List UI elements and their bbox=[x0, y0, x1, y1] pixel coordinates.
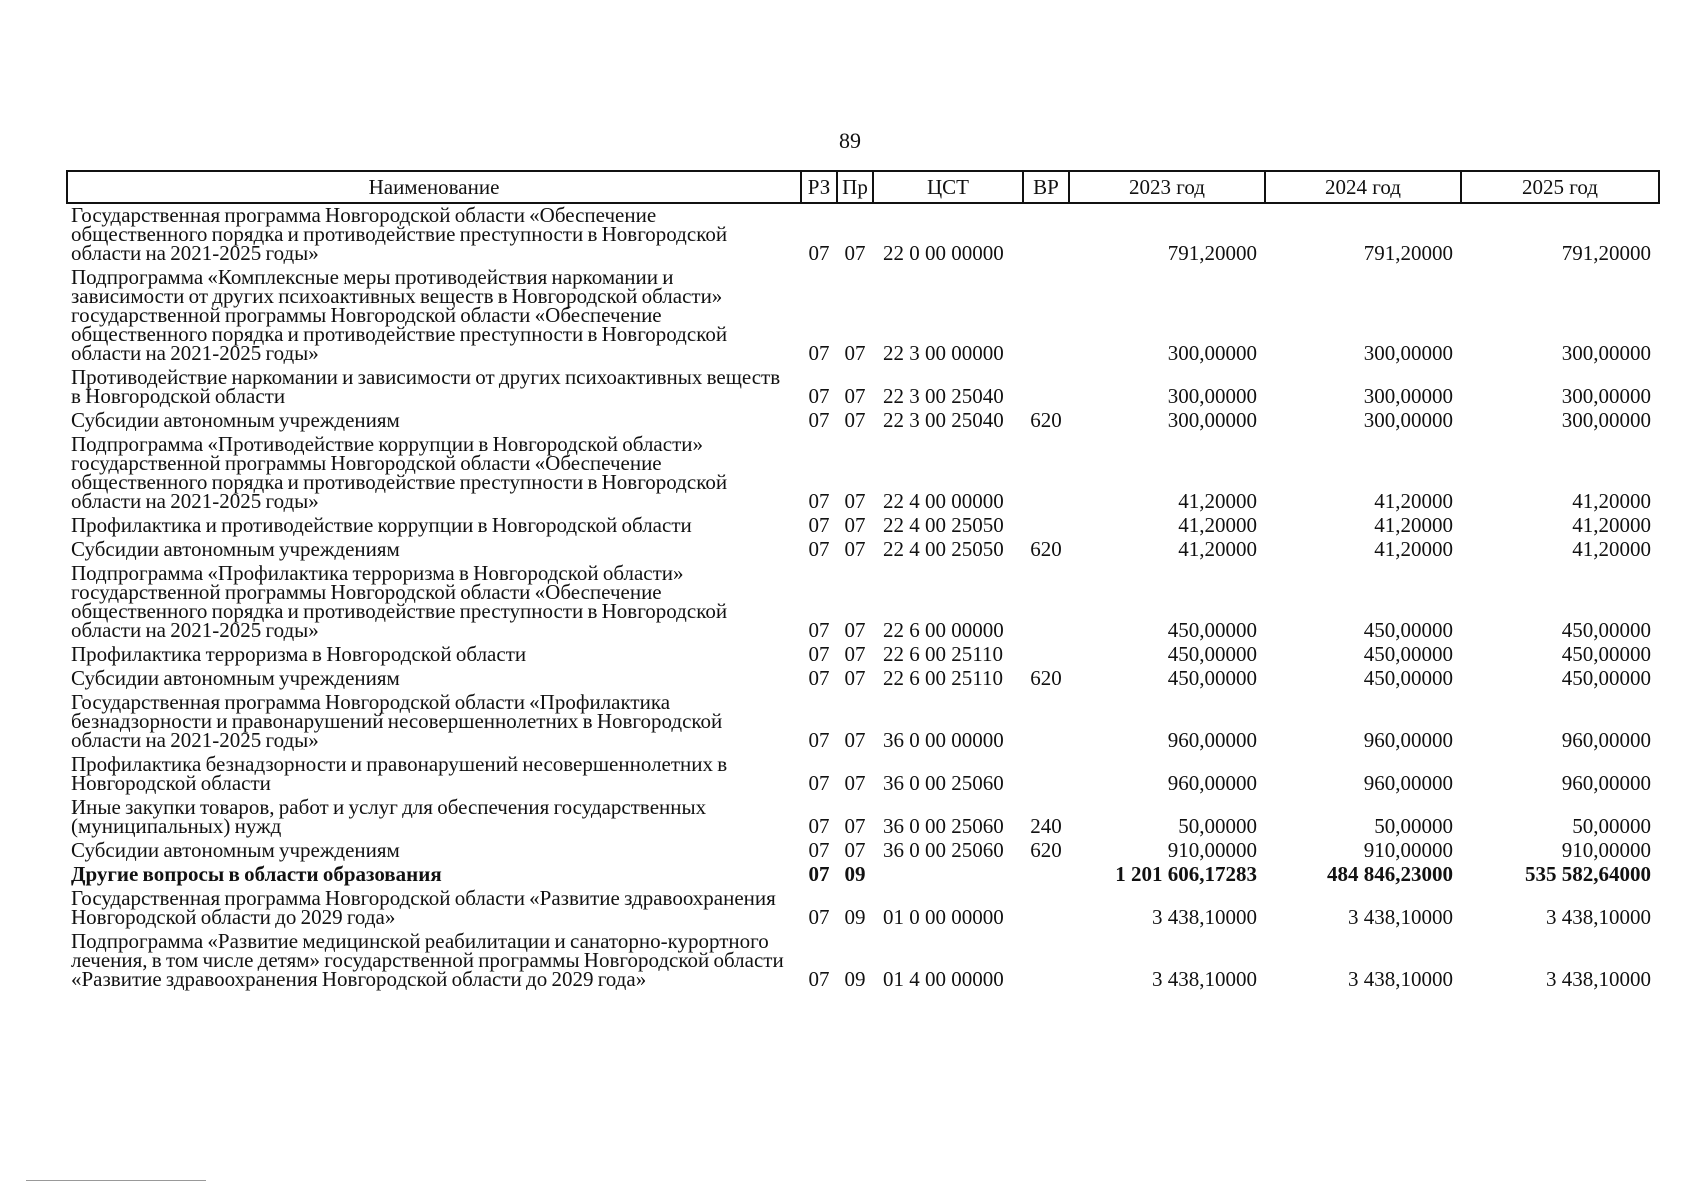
cell-pr: 07 bbox=[844, 728, 866, 752]
cell-2025: 3 438,10000 bbox=[1546, 905, 1651, 929]
table-row bbox=[67, 514, 1659, 538]
cell-2025: 3 438,10000 bbox=[1546, 967, 1651, 991]
cell-2023: 3 438,10000 bbox=[1152, 967, 1257, 991]
cell-vr: 620 bbox=[1030, 537, 1062, 561]
cell-2024: 960,00000 bbox=[1363, 728, 1453, 752]
table-row bbox=[67, 366, 1659, 409]
cell-2023: 910,00000 bbox=[1167, 838, 1257, 862]
cell-2025: 450,00000 bbox=[1561, 618, 1651, 642]
cell-name: Профилактика терроризма в Новгородской области bbox=[71, 642, 527, 666]
cell-2025: 300,00000 bbox=[1561, 341, 1651, 365]
cell-pr: 09 bbox=[844, 862, 866, 886]
header-pr: Пр bbox=[837, 171, 873, 203]
cell-2023: 300,00000 bbox=[1167, 341, 1257, 365]
cell-name: Государственная программа Новгородской области «Обеспечение общественного порядка и противодействие преступности в Новгородской области на 2021-2025 годы» bbox=[71, 203, 728, 265]
cell-name: Подпрограмма «Развитие медицинской реабилитации и санаторно-курортного лечения, в том числе детям» государственной программы Новгородской области «Развитие здравоохранения Новгородской области до 2029 года» bbox=[71, 929, 784, 991]
cell-rz: 07 bbox=[808, 408, 830, 432]
cell-2023: 960,00000 bbox=[1167, 728, 1257, 752]
cell-cst: 36 0 00 00000 bbox=[883, 728, 1004, 752]
cell-2023: 50,00000 bbox=[1178, 814, 1257, 838]
table-row bbox=[67, 796, 1659, 839]
header-rz: РЗ bbox=[801, 171, 837, 203]
header-2024: 2024 год bbox=[1265, 171, 1461, 203]
cell-vr bbox=[1023, 930, 1069, 992]
table-row bbox=[67, 643, 1659, 667]
cell-vr: 620 bbox=[1030, 838, 1062, 862]
table-body bbox=[67, 203, 1659, 992]
cell-2025: 41,20000 bbox=[1572, 489, 1651, 513]
cell-2025: 910,00000 bbox=[1561, 838, 1651, 862]
cell-pr: 09 bbox=[844, 905, 866, 929]
cell-cst: 22 3 00 00000 bbox=[883, 341, 1004, 365]
cell-vr bbox=[1023, 643, 1069, 667]
cell-name: Субсидии автономным учреждениям bbox=[71, 838, 400, 862]
cell-name: Субсидии автономным учреждениям bbox=[71, 537, 400, 561]
cell-rz: 07 bbox=[808, 814, 830, 838]
cell-vr bbox=[1023, 691, 1069, 753]
cell-pr: 07 bbox=[844, 513, 866, 537]
table-header-row bbox=[67, 171, 1659, 203]
cell-name: Профилактика безнадзорности и правонарушений несовершеннолетних в Новгородской области bbox=[71, 752, 728, 795]
cell-name: Другие вопросы в области образования bbox=[71, 862, 442, 886]
cell-2024: 300,00000 bbox=[1363, 384, 1453, 408]
cell-pr: 07 bbox=[844, 666, 866, 690]
cell-rz: 07 bbox=[808, 618, 830, 642]
header-2023: 2023 год bbox=[1069, 171, 1265, 203]
cell-cst: 22 6 00 25110 bbox=[883, 666, 1003, 690]
cell-vr bbox=[1023, 203, 1069, 266]
cell-2024: 791,20000 bbox=[1363, 241, 1453, 265]
cell-2023: 450,00000 bbox=[1167, 618, 1257, 642]
cell-name: Профилактика и противодействие коррупции в Новгородской области bbox=[71, 513, 692, 537]
cell-2023: 450,00000 bbox=[1167, 642, 1257, 666]
cell-2024: 41,20000 bbox=[1374, 513, 1453, 537]
cell-cst: 01 4 00 00000 bbox=[883, 967, 1004, 991]
cell-2024: 484 846,23000 bbox=[1327, 862, 1453, 886]
cell-cst: 22 0 00 00000 bbox=[883, 241, 1004, 265]
cell-rz: 07 bbox=[808, 838, 830, 862]
table-row bbox=[67, 433, 1659, 514]
cell-pr: 07 bbox=[844, 537, 866, 561]
header-cst: ЦСТ bbox=[873, 171, 1023, 203]
cell-pr: 07 bbox=[844, 341, 866, 365]
cell-2023: 960,00000 bbox=[1167, 771, 1257, 795]
cell-2023: 41,20000 bbox=[1178, 489, 1257, 513]
cell-pr: 07 bbox=[844, 489, 866, 513]
cell-pr: 07 bbox=[844, 241, 866, 265]
header-2025: 2025 год bbox=[1461, 171, 1659, 203]
footer-divider bbox=[26, 1180, 206, 1181]
cell-vr bbox=[1023, 366, 1069, 409]
cell-2025: 450,00000 bbox=[1561, 666, 1651, 690]
table-row bbox=[67, 887, 1659, 930]
cell-vr bbox=[1023, 266, 1069, 366]
cell-2023: 791,20000 bbox=[1167, 241, 1257, 265]
cell-name: Иные закупки товаров, работ и услуг для обеспечения государственных (муниципальных) нужд bbox=[71, 795, 707, 838]
cell-vr bbox=[1023, 433, 1069, 514]
table-row bbox=[67, 930, 1659, 992]
header-name: Наименование bbox=[67, 171, 801, 203]
cell-vr: 620 bbox=[1030, 408, 1062, 432]
cell-2024: 41,20000 bbox=[1374, 537, 1453, 561]
cell-2024: 3 438,10000 bbox=[1348, 967, 1453, 991]
table-row bbox=[67, 538, 1659, 562]
cell-2023: 1 201 606,17283 bbox=[1115, 862, 1257, 886]
cell-vr bbox=[1023, 863, 1069, 887]
cell-name: Субсидии автономным учреждениям bbox=[71, 666, 400, 690]
cell-name: Подпрограмма «Комплексные меры противодействия наркомании и зависимости от других психоактивных веществ в Новгородской области» государственной программы Новгородской области «Обеспечение общественного порядка и противодействие преступности в Новгородской области на 2021-2025 годы» bbox=[71, 265, 728, 365]
table-row bbox=[67, 203, 1659, 266]
cell-cst: 22 6 00 00000 bbox=[883, 618, 1004, 642]
cell-2023: 450,00000 bbox=[1167, 666, 1257, 690]
table-row bbox=[67, 839, 1659, 863]
cell-2024: 300,00000 bbox=[1363, 341, 1453, 365]
cell-2025: 50,00000 bbox=[1572, 814, 1651, 838]
cell-cst: 22 4 00 25050 bbox=[883, 513, 1004, 537]
cell-2024: 41,20000 bbox=[1374, 489, 1453, 513]
budget-table bbox=[66, 170, 1660, 992]
cell-rz: 07 bbox=[808, 905, 830, 929]
cell-2024: 960,00000 bbox=[1363, 771, 1453, 795]
table-row bbox=[67, 753, 1659, 796]
cell-rz: 07 bbox=[808, 384, 830, 408]
cell-cst: 36 0 00 25060 bbox=[883, 814, 1004, 838]
cell-rz: 07 bbox=[808, 728, 830, 752]
cell-rz: 07 bbox=[808, 862, 830, 886]
cell-rz: 07 bbox=[808, 241, 830, 265]
cell-name: Субсидии автономным учреждениям bbox=[71, 408, 400, 432]
cell-name: Подпрограмма «Противодействие коррупции в Новгородской области» государственной программы Новгородской области «Обеспечение общественного порядка и противодействие преступности в Новгородской области на 2021-2025 годы» bbox=[71, 432, 728, 513]
cell-pr: 07 bbox=[844, 642, 866, 666]
cell-name: Подпрограмма «Профилактика терроризма в Новгородской области» государственной программы Новгородской области «Обеспечение общественного порядка и противодействие преступности в Новгородской области на 2021-2025 годы» bbox=[71, 561, 728, 642]
cell-2024: 450,00000 bbox=[1363, 666, 1453, 690]
cell-2024: 300,00000 bbox=[1363, 408, 1453, 432]
cell-cst: 36 0 00 25060 bbox=[883, 771, 1004, 795]
cell-2024: 50,00000 bbox=[1374, 814, 1453, 838]
cell-cst: 01 0 00 00000 bbox=[883, 905, 1004, 929]
cell-2025: 300,00000 bbox=[1561, 408, 1651, 432]
cell-2023: 41,20000 bbox=[1178, 513, 1257, 537]
table-row bbox=[67, 863, 1659, 887]
cell-vr bbox=[1023, 514, 1069, 538]
table-row bbox=[67, 691, 1659, 753]
cell-2023: 300,00000 bbox=[1167, 384, 1257, 408]
cell-2024: 910,00000 bbox=[1363, 838, 1453, 862]
cell-vr bbox=[1023, 753, 1069, 796]
cell-2025: 960,00000 bbox=[1561, 728, 1651, 752]
cell-2025: 300,00000 bbox=[1561, 384, 1651, 408]
cell-rz: 07 bbox=[808, 341, 830, 365]
cell-2024: 3 438,10000 bbox=[1348, 905, 1453, 929]
cell-2023: 300,00000 bbox=[1167, 408, 1257, 432]
header-vr: ВР bbox=[1023, 171, 1069, 203]
cell-cst: 36 0 00 25060 bbox=[883, 838, 1004, 862]
cell-pr: 07 bbox=[844, 814, 866, 838]
cell-cst: 22 6 00 25110 bbox=[883, 642, 1003, 666]
page-number: 89 bbox=[839, 128, 861, 153]
cell-rz: 07 bbox=[808, 489, 830, 513]
cell-2024: 450,00000 bbox=[1363, 618, 1453, 642]
cell-pr: 07 bbox=[844, 384, 866, 408]
cell-rz: 07 bbox=[808, 771, 830, 795]
cell-2025: 791,20000 bbox=[1561, 241, 1651, 265]
cell-name: Государственная программа Новгородской области «Профилактика безнадзорности и правонарушений несовершеннолетних в Новгородской области на 2021-2025 годы» bbox=[71, 690, 723, 752]
cell-rz: 07 bbox=[808, 967, 830, 991]
table-row bbox=[67, 409, 1659, 433]
cell-vr: 620 bbox=[1030, 666, 1062, 690]
cell-name: Государственная программа Новгородской области «Развитие здравоохранения Новгородской области до 2029 года» bbox=[71, 886, 776, 929]
cell-cst bbox=[873, 863, 1023, 887]
cell-2024: 450,00000 bbox=[1363, 642, 1453, 666]
cell-2025: 41,20000 bbox=[1572, 513, 1651, 537]
cell-rz: 07 bbox=[808, 537, 830, 561]
cell-vr bbox=[1023, 562, 1069, 643]
table-row bbox=[67, 562, 1659, 643]
cell-name: Противодействие наркомании и зависимости от других психоактивных веществ в Новгородской области bbox=[71, 365, 781, 408]
cell-pr: 07 bbox=[844, 838, 866, 862]
cell-cst: 22 3 00 25040 bbox=[883, 384, 1004, 408]
cell-2023: 3 438,10000 bbox=[1152, 905, 1257, 929]
cell-2025: 450,00000 bbox=[1561, 642, 1651, 666]
cell-rz: 07 bbox=[808, 666, 830, 690]
table-row bbox=[67, 266, 1659, 366]
cell-2025: 535 582,64000 bbox=[1525, 862, 1651, 886]
cell-2025: 41,20000 bbox=[1572, 537, 1651, 561]
cell-vr: 240 bbox=[1030, 814, 1062, 838]
cell-2023: 41,20000 bbox=[1178, 537, 1257, 561]
cell-cst: 22 4 00 25050 bbox=[883, 537, 1004, 561]
cell-cst: 22 4 00 00000 bbox=[883, 489, 1004, 513]
cell-pr: 07 bbox=[844, 771, 866, 795]
cell-2025: 960,00000 bbox=[1561, 771, 1651, 795]
cell-rz: 07 bbox=[808, 513, 830, 537]
cell-pr: 09 bbox=[844, 967, 866, 991]
cell-cst: 22 3 00 25040 bbox=[883, 408, 1004, 432]
table-row bbox=[67, 667, 1659, 691]
cell-vr bbox=[1023, 887, 1069, 930]
cell-pr: 07 bbox=[844, 408, 866, 432]
cell-rz: 07 bbox=[808, 642, 830, 666]
cell-pr: 07 bbox=[844, 618, 866, 642]
